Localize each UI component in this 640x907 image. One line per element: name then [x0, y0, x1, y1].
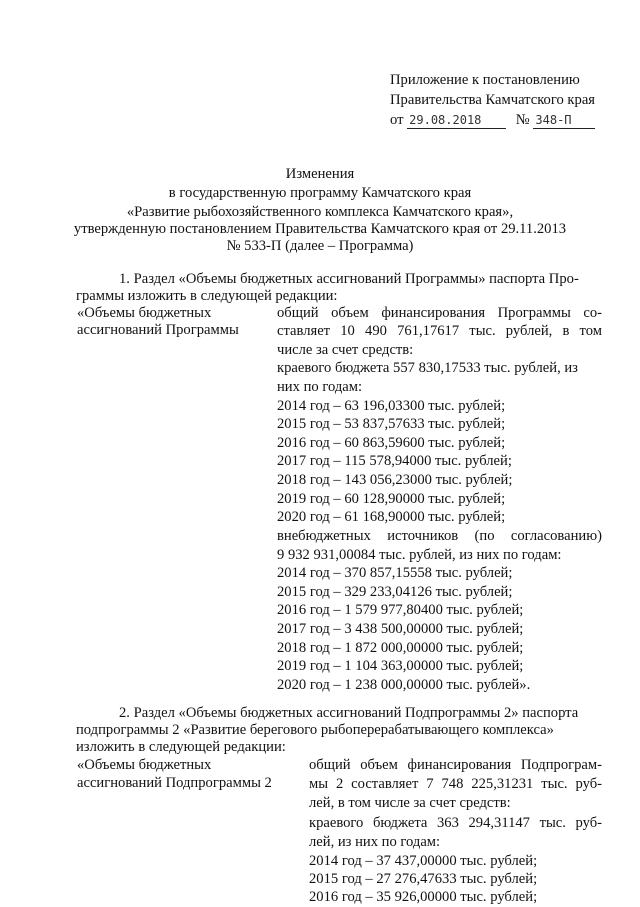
section2-label-1: «Объемы бюджетных	[77, 757, 212, 773]
section1-label-2: ассигнований Программы	[77, 322, 239, 338]
s2-line: мы 2 составляет 7 748 225,31231 тыс. руб-	[309, 776, 602, 792]
s2-line: краевого бюджета 363 294,31147 тыс. руб-	[309, 815, 602, 831]
s2-line: лей, в том числе за счет средств:	[309, 795, 511, 811]
s2-line: 2015 год – 27 276,47633 тыс. рублей;	[309, 871, 538, 887]
from-label: от	[390, 112, 404, 128]
appendix-line-1: Приложение к постановлению	[390, 72, 580, 88]
s1-line: 2014 год – 370 857,15558 тыс. рублей;	[277, 565, 513, 581]
s1-line: 2014 год – 63 196,03300 тыс. рублей;	[277, 398, 506, 414]
section1-intro-1: 1. Раздел «Объемы бюджетных ассигнований Программы» паспорта Про-	[119, 271, 579, 287]
s1-line: 2017 год – 3 438 500,00000 тыс. рублей;	[277, 621, 524, 637]
title-line-4: утвержденную постановлением Правительства Камчатского края от 29.11.2013	[73, 221, 567, 237]
s1-line: 2018 год – 1 872 000,00000 тыс. рублей;	[277, 640, 524, 656]
section2-label-2: ассигнований Подпрограммы 2	[77, 775, 272, 791]
s1-line: 2017 год – 115 578,94000 тыс. рублей;	[277, 453, 512, 469]
s1-line: 2019 год – 1 104 363,00000 тыс. рублей;	[277, 658, 524, 674]
s1-line: 9 932 931,00084 тыс. рублей, из них по годам:	[277, 547, 562, 563]
s1-line: 2016 год – 1 579 977,80400 тыс. рублей;	[277, 602, 524, 618]
appendix-line-2: Правительства Камчатского края	[390, 92, 596, 108]
s1-line: 2016 год – 60 863,59600 тыс. рублей;	[277, 435, 506, 451]
s1-line: общий объем финансирования Программы со-	[277, 305, 602, 321]
s1-line: 2015 год – 53 837,57633 тыс. рублей;	[277, 416, 506, 432]
title-line-1: Изменения	[285, 166, 355, 182]
s2-line: общий объем финансирования Подпрограм-	[309, 757, 602, 773]
document-date: 29.08.2018	[407, 112, 506, 129]
section2-intro-3: изложить в следующей редакции:	[76, 739, 286, 755]
s1-line: 2020 год – 61 168,90000 тыс. рублей;	[277, 509, 506, 525]
number-label: №	[515, 112, 530, 128]
s1-line: них по годам:	[277, 379, 363, 395]
s1-line: 2020 год – 1 238 000,00000 тыс. рублей».	[277, 677, 531, 693]
document-number: 348-П	[533, 112, 595, 129]
s1-line: внебюджетных источников (по согласованию)	[277, 528, 602, 544]
s2-line: лей, из них по годам:	[309, 834, 441, 850]
s1-line: 2018 год – 143 056,23000 тыс. рублей;	[277, 472, 513, 488]
s1-line: числе за счет средств:	[277, 342, 414, 358]
section2-intro-1: 2. Раздел «Объемы бюджетных ассигнований Подпрограммы 2» паспорта	[119, 705, 579, 721]
s1-line: краевого бюджета 557 830,17533 тыс. рублей, из	[277, 360, 578, 376]
title-line-2: в государственную программу Камчатского края	[168, 185, 472, 201]
appendix-line-3	[390, 110, 595, 130]
title-line-5: № 533-П (далее – Программа)	[226, 238, 414, 254]
section1-label-1: «Объемы бюджетных	[77, 305, 212, 321]
s1-line: ставляет 10 490 761,17617 тыс. рублей, в том	[277, 323, 602, 339]
section2-intro-2: подпрограммы 2 «Развитие берегового рыбоперерабатывающего комплекса»	[76, 722, 554, 738]
title-line-3: «Развитие рыбохозяйственного комплекса Камчатского края»,	[126, 204, 514, 220]
s2-line: 2016 год – 35 926,00000 тыс. рублей;	[309, 889, 538, 905]
section1-intro-2: граммы изложить в следующей редакции:	[76, 288, 338, 304]
s2-line: 2014 год – 37 437,00000 тыс. рублей;	[309, 853, 538, 869]
s1-line: 2019 год – 60 128,90000 тыс. рублей;	[277, 491, 506, 507]
s1-line: 2015 год – 329 233,04126 тыс. рублей;	[277, 584, 513, 600]
